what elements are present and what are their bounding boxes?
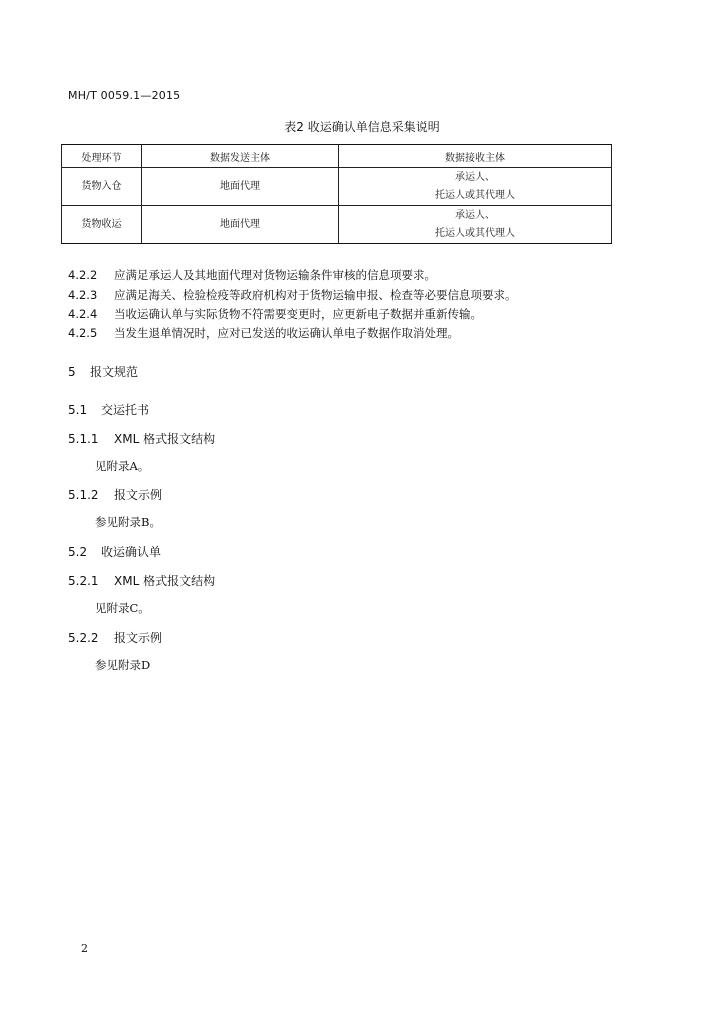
receiver-line-1: 承运人、: [455, 171, 495, 183]
receiver-line-2: 托运人或其代理人: [435, 227, 515, 239]
section-5-2-2-body: 参见附录D: [95, 658, 151, 672]
section-number: 5.2.1: [68, 574, 99, 588]
receiver-line-1: 承运人、: [455, 209, 495, 221]
table-row: [62, 168, 612, 206]
page-number: 2: [81, 942, 88, 955]
cell-sender: 地面代理: [142, 206, 339, 244]
section-5-2-2-heading: [68, 629, 162, 646]
cell-sender: 地面代理: [142, 168, 339, 206]
clause-text: 应满足承运人及其地面代理对货物运输条件审核的信息项要求。: [114, 268, 436, 282]
section-title: 收运确认单: [101, 545, 162, 559]
section-title: 交运托书: [101, 403, 150, 417]
table-caption: 表2 收运确认单信息采集说明: [284, 120, 440, 134]
section-number: 5.1: [68, 403, 88, 417]
clause-number: 4.2.5: [68, 326, 98, 340]
receiver-line-2: 托运人或其代理人: [435, 189, 515, 201]
clause-4-2-4: [68, 306, 482, 322]
section-5-1-1-body: 见附录A。: [95, 459, 150, 473]
section-5-1-2-heading: [68, 486, 162, 503]
section-5-1-2-body: 参见附录B。: [95, 515, 161, 529]
section-title: XML 格式报文结构: [114, 432, 216, 446]
clause-4-2-5: [68, 325, 459, 341]
cell-receiver: [339, 168, 612, 206]
section-title: 报文示例: [114, 631, 163, 645]
clause-number: 4.2.4: [68, 307, 98, 321]
clause-4-2-3: [68, 287, 517, 303]
section-title: 报文示例: [114, 488, 163, 502]
column-header-receiver: 数据接收主体: [339, 145, 612, 168]
table-row: [62, 206, 612, 244]
column-header-sender: 数据发送主体: [142, 145, 339, 168]
section-5-2-1-heading: [68, 572, 215, 589]
cell-step: 货物收运: [62, 206, 142, 244]
section-5-2-1-body: 见附录C。: [95, 601, 150, 615]
cell-receiver: [339, 206, 612, 244]
section-5-heading: [68, 363, 138, 380]
column-header-step: 处理环节: [62, 145, 142, 168]
clause-number: 4.2.3: [68, 288, 98, 302]
section-number: 5.1.1: [68, 432, 99, 446]
clause-text: 当收运确认单与实际货物不符需要变更时，应更新电子数据并重新传输。: [114, 307, 482, 321]
clause-text: 应满足海关、检验检疫等政府机构对于货物运输申报、检查等必要信息项要求。: [114, 288, 517, 302]
clause-text: 当发生退单情况时，应对已发送的收运确认单电子数据作取消处理。: [114, 326, 459, 340]
table-header-row: [62, 145, 612, 168]
section-title: 报文规范: [90, 365, 139, 379]
info-collection-table: [61, 144, 612, 244]
section-number: 5.1.2: [68, 488, 99, 502]
section-title: XML 格式报文结构: [114, 574, 216, 588]
section-number: 5.2.2: [68, 631, 99, 645]
section-5-1-1-heading: [68, 430, 215, 447]
section-5-2-heading: [68, 543, 161, 560]
section-number: 5.2: [68, 545, 88, 559]
clause-4-2-2: [68, 267, 436, 283]
clause-number: 4.2.2: [68, 268, 98, 282]
cell-step: 货物入仓: [62, 168, 142, 206]
document-code: MH/T 0059.1—2015: [68, 89, 181, 102]
section-number: 5: [68, 365, 76, 379]
section-5-1-heading: [68, 401, 149, 418]
